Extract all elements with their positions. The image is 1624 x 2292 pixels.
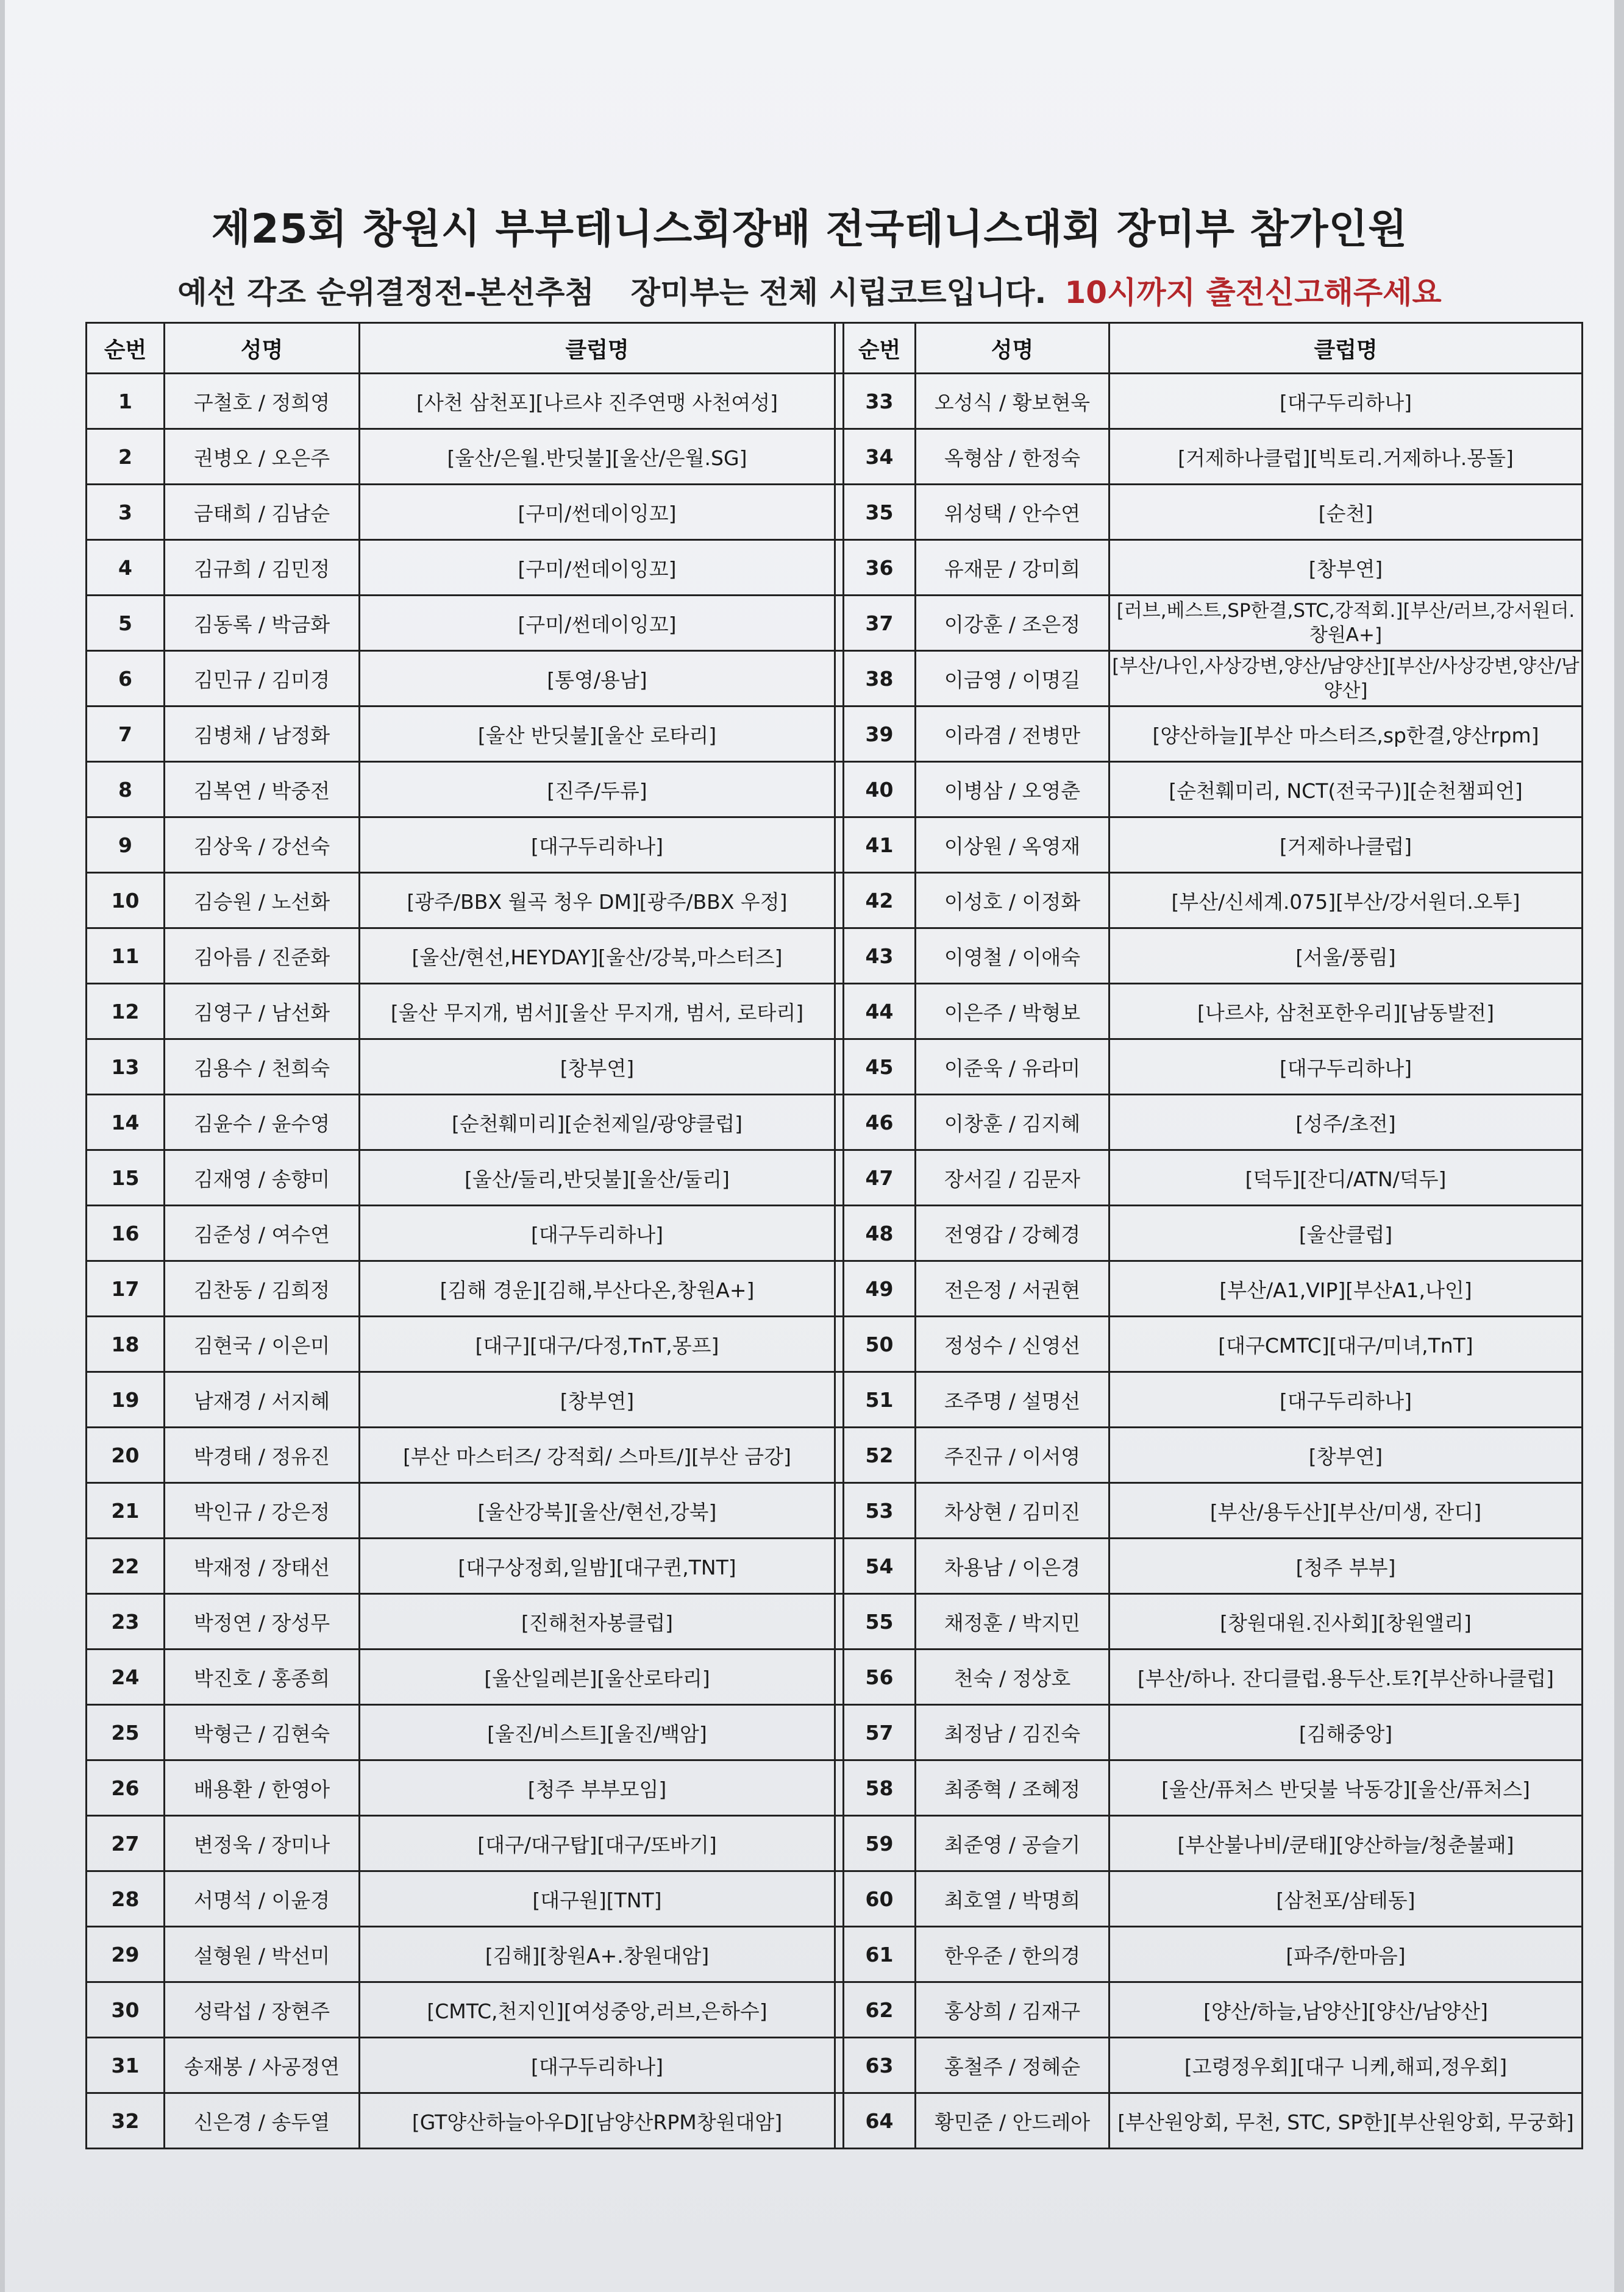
entry-names: 서명석 / 이윤경: [165, 1871, 360, 1927]
entry-club: [김해중앙]: [1109, 1705, 1583, 1760]
entry-names: 배용환 / 한영아: [165, 1760, 360, 1816]
entry-names: 박형근 / 김현숙: [165, 1705, 360, 1760]
entry-number: 1: [87, 374, 165, 429]
entry-club: [울산 반딧불][울산 로타리]: [360, 706, 835, 762]
table-row: [87, 1760, 1583, 1816]
column-divider: [835, 1982, 844, 2038]
entry-number: 42: [844, 873, 916, 928]
entry-number: 22: [87, 1539, 165, 1594]
entry-number: 26: [87, 1760, 165, 1816]
entry-club: [진주/두류]: [360, 762, 835, 817]
entry-names: 남재경 / 서지혜: [165, 1372, 360, 1428]
entry-club: [사천 삼천포][나르샤 진주연맹 사천여성]: [360, 374, 835, 429]
entry-names: 최종혁 / 조혜정: [916, 1760, 1109, 1816]
header-name-left: 성명: [165, 323, 360, 374]
entry-names: 차용남 / 이은경: [916, 1539, 1109, 1594]
entry-number: 51: [844, 1372, 916, 1428]
column-divider: [835, 651, 844, 706]
entry-number: 8: [87, 762, 165, 817]
entry-number: 45: [844, 1039, 916, 1095]
entry-club: [창부연]: [1109, 1428, 1583, 1483]
entry-club: [울산/퓨처스 반딧불 낙동강][울산/퓨처스]: [1109, 1760, 1583, 1816]
entry-club: [대구CMTC][대구/미녀,TnT]: [1109, 1317, 1583, 1372]
column-divider: [835, 1150, 844, 1206]
entry-names: 홍철주 / 정혜순: [916, 2038, 1109, 2093]
entry-names: 전영갑 / 강혜경: [916, 1206, 1109, 1261]
entry-club: [대구][대구/다정,TnT,몽프]: [360, 1317, 835, 1372]
subtitle: [5, 268, 1614, 312]
entry-names: 김영구 / 남선화: [165, 984, 360, 1039]
entry-names: 금태희 / 김남순: [165, 485, 360, 540]
entry-number: 13: [87, 1039, 165, 1095]
entry-names: 주진규 / 이서영: [916, 1428, 1109, 1483]
table-row: [87, 596, 1583, 651]
table-row: [87, 1428, 1583, 1483]
column-divider: [835, 2038, 844, 2093]
subtitle-court: 장미부는 전체 시립코트입니다.: [630, 275, 1047, 310]
column-divider: [835, 1095, 844, 1150]
table-row: [87, 706, 1583, 762]
entry-club: [부산 마스터즈/ 강적회/ 스마트/][부산 금강]: [360, 1428, 835, 1483]
column-divider: [835, 873, 844, 928]
table-row: [87, 984, 1583, 1039]
table-row: [87, 429, 1583, 485]
entry-number: 46: [844, 1095, 916, 1150]
entry-club: [부산/A1,VIP][부산A1,나인]: [1109, 1261, 1583, 1317]
entry-number: 53: [844, 1483, 916, 1539]
column-divider: [835, 1871, 844, 1927]
entry-names: 이준욱 / 유라미: [916, 1039, 1109, 1095]
entry-club: [대구두리하나]: [1109, 374, 1583, 429]
entry-number: 32: [87, 2093, 165, 2149]
table-row: [87, 1871, 1583, 1927]
header-row: [87, 323, 1583, 374]
table-row: [87, 1594, 1583, 1650]
entry-names: 박진호 / 홍종희: [165, 1650, 360, 1705]
column-divider: [835, 1483, 844, 1539]
entry-club: [진해천자봉클럽]: [360, 1594, 835, 1650]
column-divider: [835, 429, 844, 485]
column-divider: [835, 323, 844, 374]
entry-club: [울산강북][울산/현선,강북]: [360, 1483, 835, 1539]
entry-number: 17: [87, 1261, 165, 1317]
entry-club: [대구/대구탑][대구/또바기]: [360, 1816, 835, 1871]
entry-club: [청주 부부]: [1109, 1539, 1583, 1594]
entry-number: 57: [844, 1705, 916, 1760]
entry-number: 55: [844, 1594, 916, 1650]
entry-names: 이상원 / 옥영재: [916, 817, 1109, 873]
entry-number: 24: [87, 1650, 165, 1705]
column-divider: [835, 1816, 844, 1871]
column-divider: [835, 485, 844, 540]
column-divider: [835, 1372, 844, 1428]
table-row: [87, 1816, 1583, 1871]
entry-names: 김현국 / 이은미: [165, 1317, 360, 1372]
entry-number: 33: [844, 374, 916, 429]
entry-number: 62: [844, 1982, 916, 2038]
header-num-right: 순번: [844, 323, 916, 374]
entry-club: [울산/현선,HEYDAY][울산/강북,마스터즈]: [360, 928, 835, 984]
entry-names: 김재영 / 송향미: [165, 1150, 360, 1206]
entry-names: 성락섭 / 장현주: [165, 1982, 360, 2038]
entry-names: 정성수 / 신영선: [916, 1317, 1109, 1372]
entry-number: 7: [87, 706, 165, 762]
entry-club: [파주/한마음]: [1109, 1927, 1583, 1982]
entry-names: 이금영 / 이명길: [916, 651, 1109, 706]
entry-names: 김복연 / 박중전: [165, 762, 360, 817]
entry-names: 오성식 / 황보현욱: [916, 374, 1109, 429]
entry-number: 15: [87, 1150, 165, 1206]
page-title: 제25회 창원시 부부테니스회장배 전국테니스대회 장미부 참가인원: [211, 205, 1408, 252]
entry-names: 김준성 / 여수연: [165, 1206, 360, 1261]
entry-number: 3: [87, 485, 165, 540]
entry-names: 이병삼 / 오영춘: [916, 762, 1109, 817]
column-divider: [835, 1261, 844, 1317]
table-row: [87, 1039, 1583, 1095]
entry-names: 김동록 / 박금화: [165, 596, 360, 651]
column-divider: [835, 2093, 844, 2149]
entry-number: 18: [87, 1317, 165, 1372]
table-row: [87, 928, 1583, 984]
column-divider: [835, 706, 844, 762]
header-num-left: 순번: [87, 323, 165, 374]
entry-names: 김승원 / 노선화: [165, 873, 360, 928]
entry-names: 최정남 / 김진숙: [916, 1705, 1109, 1760]
entry-names: 이라겸 / 전병만: [916, 706, 1109, 762]
entry-names: 이은주 / 박형보: [916, 984, 1109, 1039]
entry-number: 34: [844, 429, 916, 485]
table-row: [87, 540, 1583, 596]
entry-number: 37: [844, 596, 916, 651]
entry-number: 61: [844, 1927, 916, 1982]
entry-names: 박재정 / 장태선: [165, 1539, 360, 1594]
entry-names: 권병오 / 오은주: [165, 429, 360, 485]
entry-number: 36: [844, 540, 916, 596]
table-row: [87, 485, 1583, 540]
entry-club: [부산불나비/쿤태][양산하늘/청춘불패]: [1109, 1816, 1583, 1871]
entry-club: [성주/초전]: [1109, 1095, 1583, 1150]
entry-number: 38: [844, 651, 916, 706]
table-row: [87, 1483, 1583, 1539]
entry-number: 4: [87, 540, 165, 596]
entry-club: [양산/하늘,남양산][양산/남양산]: [1109, 1982, 1583, 2038]
entry-number: 5: [87, 596, 165, 651]
table-row: [87, 1261, 1583, 1317]
entry-number: 54: [844, 1539, 916, 1594]
entry-number: 27: [87, 1816, 165, 1871]
entry-club: [부산/하나. 잔디클럽.용두산.토?[부산하나클럽]: [1109, 1650, 1583, 1705]
entry-club: [울산일레븐][울산로타리]: [360, 1650, 835, 1705]
entry-names: 김아름 / 진준화: [165, 928, 360, 984]
entry-number: 48: [844, 1206, 916, 1261]
column-divider: [835, 1594, 844, 1650]
entry-names: 채정훈 / 박지민: [916, 1594, 1109, 1650]
entry-club: [울진/비스트][울진/백암]: [360, 1705, 835, 1760]
table-row: [87, 1206, 1583, 1261]
entry-number: 14: [87, 1095, 165, 1150]
entry-club: [울산/은월.반딧불][울산/은월.SG]: [360, 429, 835, 485]
column-divider: [835, 928, 844, 984]
entry-club: [순천훼미리][순천제일/광양클럽]: [360, 1095, 835, 1150]
entry-club: [울산 무지개, 범서][울산 무지개, 범서, 로타리]: [360, 984, 835, 1039]
column-divider: [835, 1760, 844, 1816]
column-divider: [835, 596, 844, 651]
column-divider: [835, 540, 844, 596]
header-club-left: 클럽명: [360, 323, 835, 374]
entry-number: 19: [87, 1372, 165, 1428]
entry-number: 6: [87, 651, 165, 706]
entry-names: 김병채 / 남정화: [165, 706, 360, 762]
entry-club: [창부연]: [1109, 540, 1583, 596]
entry-club: [덕두][잔디/ATN/덕두]: [1109, 1150, 1583, 1206]
entry-names: 신은경 / 송두열: [165, 2093, 360, 2149]
table-row: [87, 1705, 1583, 1760]
entry-names: 천숙 / 정상호: [916, 1650, 1109, 1705]
column-divider: [835, 374, 844, 429]
header-club-right: 클럽명: [1109, 323, 1583, 374]
entry-club: [부산원앙회, 무천, STC, SP한][부산원앙회, 무궁화]: [1109, 2093, 1583, 2149]
entry-club: [양산하늘][부산 마스터즈,sp한결,양산rpm]: [1109, 706, 1583, 762]
entry-club: [순천훼미리, NCT(전국구)][순천챔피언]: [1109, 762, 1583, 817]
entry-club: [고령정우회][대구 니케,해피,정우회]: [1109, 2038, 1583, 2093]
column-divider: [835, 984, 844, 1039]
entry-names: 이영철 / 이애숙: [916, 928, 1109, 984]
entry-number: 59: [844, 1816, 916, 1871]
entry-names: 박경태 / 정유진: [165, 1428, 360, 1483]
entry-club: [울산/둘리,반딧불][울산/둘리]: [360, 1150, 835, 1206]
entry-club: [거제하나클럽]: [1109, 817, 1583, 873]
entry-names: 이창훈 / 김지혜: [916, 1095, 1109, 1150]
entry-club: [창원대원.진사회][창원앨리]: [1109, 1594, 1583, 1650]
entry-club: [대구상정회,일밤][대구퀸,TNT]: [360, 1539, 835, 1594]
entry-club: [광주/BBX 월곡 청우 DM][광주/BBX 우정]: [360, 873, 835, 928]
entry-number: 25: [87, 1705, 165, 1760]
entry-club: [부산/용두산][부산/미생, 잔디]: [1109, 1483, 1583, 1539]
entry-club: [나르샤, 삼천포한우리][남동발전]: [1109, 984, 1583, 1039]
column-divider: [835, 1650, 844, 1705]
entry-number: 9: [87, 817, 165, 873]
entry-number: 40: [844, 762, 916, 817]
entry-number: 63: [844, 2038, 916, 2093]
entry-number: 39: [844, 706, 916, 762]
entry-number: 20: [87, 1428, 165, 1483]
entry-number: 64: [844, 2093, 916, 2149]
entry-number: 58: [844, 1760, 916, 1816]
entry-club: [김해][창원A+.창원대암]: [360, 1927, 835, 1982]
entry-number: 2: [87, 429, 165, 485]
entry-club: [CMTC,천지인][여성중앙,러브,은하수]: [360, 1982, 835, 2038]
roster-table: [85, 322, 1583, 2149]
table-row: [87, 1539, 1583, 1594]
table-row: [87, 817, 1583, 873]
table-row: [87, 762, 1583, 817]
entry-names: 박인규 / 강은정: [165, 1483, 360, 1539]
subtitle-notice: 10시까지 출전신고해주세요: [1064, 275, 1442, 310]
table-row: [87, 1927, 1583, 1982]
entry-club: [서울/풍림]: [1109, 928, 1583, 984]
column-divider: [835, 1206, 844, 1261]
entry-club: [부산/나인,사상강변,양산/남양산][부산/사상강변,양산/남양산]: [1109, 651, 1583, 706]
entry-number: 41: [844, 817, 916, 873]
entry-number: 30: [87, 1982, 165, 2038]
entry-names: 조주명 / 설명선: [916, 1372, 1109, 1428]
roster-body: [87, 374, 1583, 2149]
entry-club: [러브,베스트,SP한결,STC,강적회.][부산/러브,강서원더.창원A+]: [1109, 596, 1583, 651]
entry-club: [부산/신세계.075][부산/강서원더.오투]: [1109, 873, 1583, 928]
entry-club: [대구두리하나]: [360, 817, 835, 873]
table-row: [87, 2038, 1583, 2093]
column-divider: [835, 1039, 844, 1095]
entry-club: [삼천포/삼테동]: [1109, 1871, 1583, 1927]
entry-number: 60: [844, 1871, 916, 1927]
column-divider: [835, 1927, 844, 1982]
table-row: [87, 651, 1583, 706]
entry-names: 홍상희 / 김재구: [916, 1982, 1109, 2038]
entry-club: [구미/썬데이잉꼬]: [360, 540, 835, 596]
entry-names: 차상현 / 김미진: [916, 1483, 1109, 1539]
header-name-right: 성명: [916, 323, 1109, 374]
entry-number: 47: [844, 1150, 916, 1206]
entry-number: 50: [844, 1317, 916, 1372]
entry-names: 최준영 / 공슬기: [916, 1816, 1109, 1871]
entry-names: 김찬동 / 김희정: [165, 1261, 360, 1317]
table-row: [87, 2093, 1583, 2149]
entry-club: [구미/썬데이잉꼬]: [360, 485, 835, 540]
column-divider: [835, 762, 844, 817]
entry-club: [GT양산하늘아우D][남양산RPM창원대암]: [360, 2093, 835, 2149]
entry-names: 이강훈 / 조은정: [916, 596, 1109, 651]
table-row: [87, 1982, 1583, 2038]
entry-club: [순천]: [1109, 485, 1583, 540]
entry-number: 49: [844, 1261, 916, 1317]
table-row: [87, 1150, 1583, 1206]
entry-names: 장서길 / 김문자: [916, 1150, 1109, 1206]
table-row: [87, 1372, 1583, 1428]
table-row: [87, 1650, 1583, 1705]
entry-number: 43: [844, 928, 916, 984]
table-row: [87, 873, 1583, 928]
entry-names: 송재봉 / 사공정연: [165, 2038, 360, 2093]
column-divider: [835, 1539, 844, 1594]
entry-names: 최호열 / 박명희: [916, 1871, 1109, 1927]
entry-club: [대구두리하나]: [1109, 1039, 1583, 1095]
entry-names: 김윤수 / 윤수영: [165, 1095, 360, 1150]
entry-number: 31: [87, 2038, 165, 2093]
entry-names: 설형원 / 박선미: [165, 1927, 360, 1982]
entry-number: 23: [87, 1594, 165, 1650]
entry-names: 김민규 / 김미경: [165, 651, 360, 706]
entry-names: 변정욱 / 장미나: [165, 1816, 360, 1871]
table-row: [87, 1317, 1583, 1372]
entry-club: [김해 경운][김해,부산다온,창원A+]: [360, 1261, 835, 1317]
column-divider: [835, 817, 844, 873]
entry-club: [창부연]: [360, 1372, 835, 1428]
entry-number: 10: [87, 873, 165, 928]
table-row: [87, 374, 1583, 429]
subtitle-format: 예선 각조 순위결정전-본선추첨: [177, 275, 594, 310]
entry-club: [구미/썬데이잉꼬]: [360, 596, 835, 651]
entry-names: 김상욱 / 강선숙: [165, 817, 360, 873]
entry-number: 29: [87, 1927, 165, 1982]
entry-names: 전은정 / 서권현: [916, 1261, 1109, 1317]
entry-names: 한우준 / 한의경: [916, 1927, 1109, 1982]
entry-number: 56: [844, 1650, 916, 1705]
entry-club: [대구두리하나]: [360, 2038, 835, 2093]
entry-club: [통영/용남]: [360, 651, 835, 706]
entry-number: 52: [844, 1428, 916, 1483]
entry-club: [청주 부부모임]: [360, 1760, 835, 1816]
entry-club: [대구두리하나]: [1109, 1372, 1583, 1428]
entry-names: 박정연 / 장성무: [165, 1594, 360, 1650]
table-row: [87, 1095, 1583, 1150]
entry-number: 28: [87, 1871, 165, 1927]
column-divider: [835, 1428, 844, 1483]
entry-number: 11: [87, 928, 165, 984]
entry-number: 12: [87, 984, 165, 1039]
entry-names: 이성호 / 이정화: [916, 873, 1109, 928]
column-divider: [835, 1317, 844, 1372]
entry-club: [창부연]: [360, 1039, 835, 1095]
entry-names: 위성택 / 안수연: [916, 485, 1109, 540]
entry-number: 35: [844, 485, 916, 540]
column-divider: [835, 1705, 844, 1760]
entry-names: 김규희 / 김민정: [165, 540, 360, 596]
entry-club: [거제하나클럽][빅토리.거제하나.몽돌]: [1109, 429, 1583, 485]
entry-club: [대구원][TNT]: [360, 1871, 835, 1927]
entry-names: 옥형삼 / 한정숙: [916, 429, 1109, 485]
entry-number: 21: [87, 1483, 165, 1539]
entry-club: [대구두리하나]: [360, 1206, 835, 1261]
entry-names: 김용수 / 천희숙: [165, 1039, 360, 1095]
entry-names: 구철호 / 정희영: [165, 374, 360, 429]
entry-number: 16: [87, 1206, 165, 1261]
entry-club: [울산클럽]: [1109, 1206, 1583, 1261]
entry-number: 44: [844, 984, 916, 1039]
entry-names: 유재문 / 강미희: [916, 540, 1109, 596]
entry-names: 황민준 / 안드레아: [916, 2093, 1109, 2149]
